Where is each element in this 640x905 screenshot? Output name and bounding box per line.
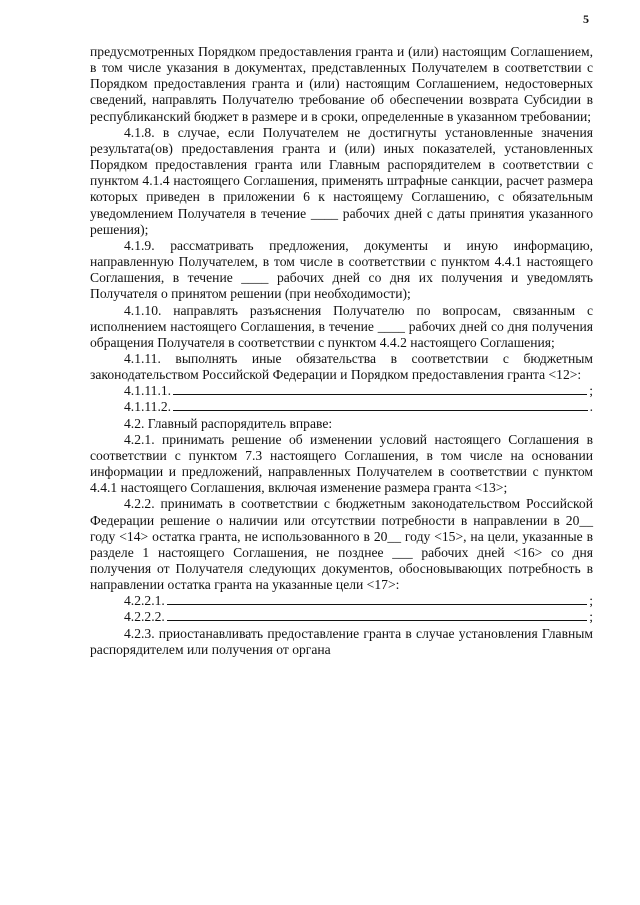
- fill-line-label: 4.1.11.1.: [124, 383, 172, 399]
- paragraph-4-1-8: 4.1.8. в случае, если Получателем не достигнуты установленные значения результата(ов) предоставления гранта и (или) иных показателей, установленных Порядком предоставления гранта или Главным распорядителем в соответствии с пунктом 4.1.4 настоящего Соглашения, применять штрафные санкции, расчет размера которых приведен в приложении 6 к настоящему Соглашению, с обязательным уведомлением Получателя в течение ____ рабочих дней с даты принятия указанного решения);: [90, 124, 593, 237]
- blank-rule: [167, 593, 587, 605]
- fill-line-label: 4.2.2.1.: [124, 593, 165, 609]
- fill-line-end: ;: [589, 609, 593, 625]
- paragraph-4-2-3: 4.2.3. приостанавливать предоставление гранта в случае установления Главным распорядителем или получения от органа: [90, 625, 593, 657]
- paragraph-4-2-2: 4.2.2. принимать в соответствии с бюджетным законодательством Российской Федерации решение о наличии или отсутствии потребности в направлении в 20__ году <14> остатка гранта, не использованного в 20__ году <15>, на цели, указанные в разделе 1 настоящего Соглашения, не позднее ___ рабочих дней <16> со дня получения от Получателя следующих документов, обосновывающих потребность в направлении остатка гранта на указанные цели <17>:: [90, 496, 593, 593]
- blank-rule: [173, 383, 587, 395]
- paragraph-4-1-9: 4.1.9. рассматривать предложения, документы и иную информацию, направленную Получателем, в том числе в соответствии с пунктом 4.4.1 настоящего Соглашения, в течение ____ рабочих дней со дня их получения и уведомлять Получателя о принятом решении (при необходимости);: [90, 237, 593, 302]
- paragraph-4-1-11: 4.1.11. выполнять иные обязательства в соответствии с бюджетным законодательством Российской Федерации и Порядком предоставления гранта <12>:: [90, 350, 593, 383]
- fill-line-4-1-11-1: [90, 383, 593, 399]
- fill-line-end: ;: [589, 593, 593, 609]
- document-body: [90, 44, 593, 658]
- page-number: 5: [583, 12, 589, 26]
- fill-line-4-1-11-2: [90, 399, 593, 415]
- paragraph-4-2-1: 4.2.1. принимать решение об изменении условий настоящего Соглашения в соответствии с пунктом 7.3 настоящего Соглашения, в том числе на основании информации и предложений, направленных Получателем в соответствии с пунктом 4.4.1 настоящего Соглашения, включая изменение размера гранта <13>;: [90, 431, 593, 496]
- section-heading-4-2: 4.2. Главный распорядитель вправе:: [124, 415, 333, 431]
- fill-line-4-2-2-2: [90, 609, 593, 625]
- blank-rule: [167, 609, 587, 621]
- paragraph-4-1-10: 4.1.10. направлять разъяснения Получателю по вопросам, связанным с исполнением настоящего Соглашения, в течение ____ рабочих дней со дня получения обращения Получателя в соответствии с пунктом 4.4.2 настоящего Соглашения;: [90, 302, 593, 350]
- fill-line-label: 4.2.2.2.: [124, 609, 165, 625]
- blank-rule: [173, 399, 588, 411]
- paragraph-continuation: предусмотренных Порядком предоставления гранта и (или) настоящим Соглашением, в том числе указания в документах, представленных Получателем в соответствии с Порядком предоставления гранта и (или) настоящим Соглашением, недостоверных сведений, направлять Получателю требование об обеспечении возврата Субсидии в республиканский бюджет в размере и в сроки, определенные в указанном требовании;: [90, 44, 593, 124]
- fill-line-4-2-2-1: [90, 593, 593, 609]
- fill-line-end: .: [589, 399, 593, 415]
- fill-line-end: ;: [589, 383, 593, 399]
- fill-line-label: 4.1.11.2.: [124, 399, 172, 415]
